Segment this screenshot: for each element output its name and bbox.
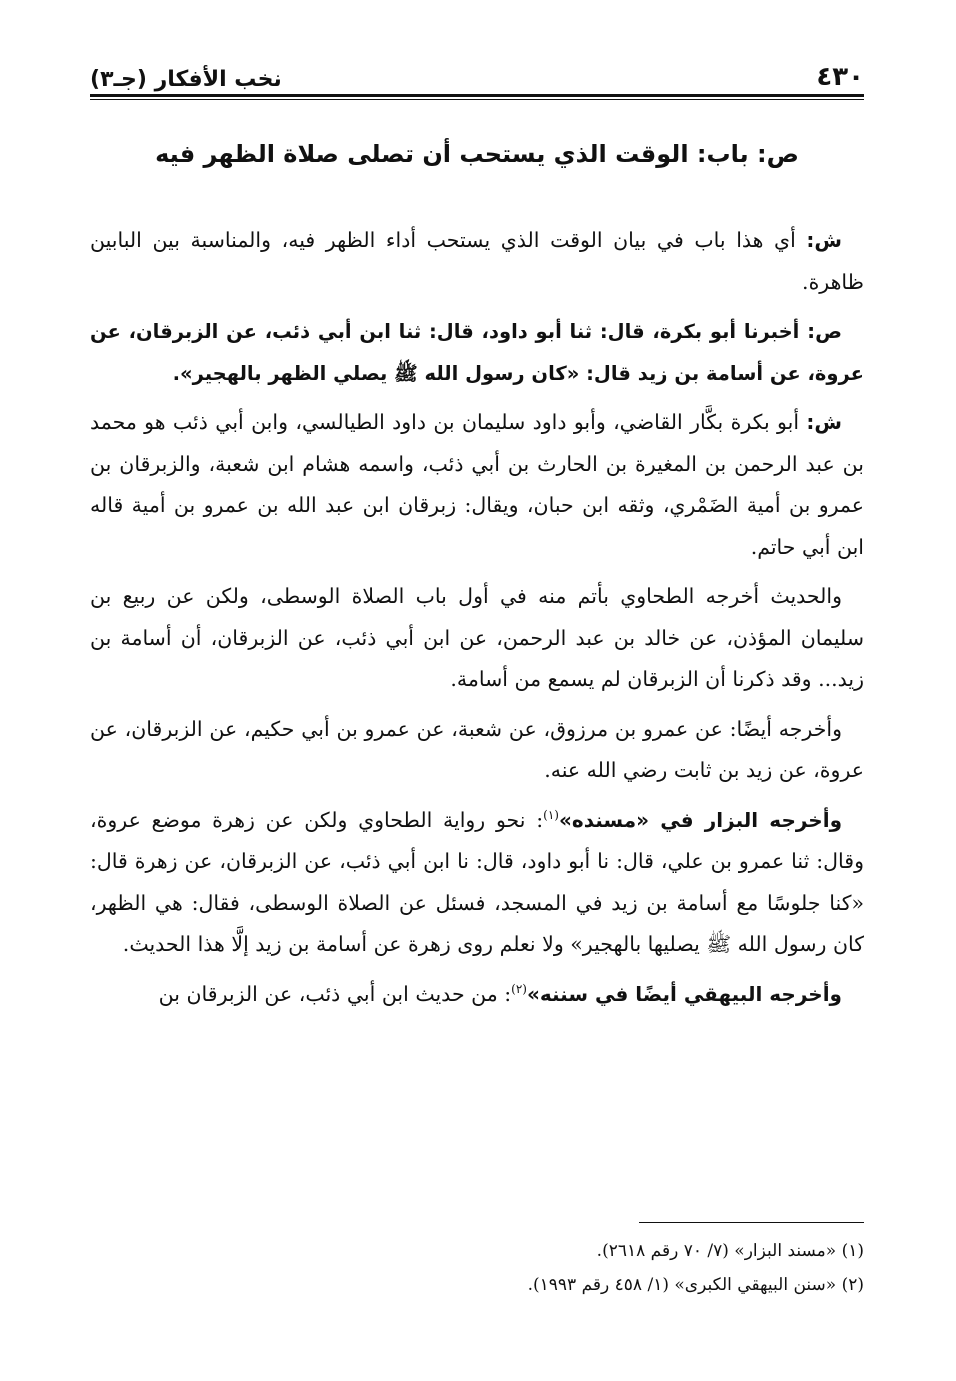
paragraph-text: وأخرجه أيضًا: عن عمرو بن مرزوق، عن شعبة، عن عمرو بن أبي حكيم، عن الزبرقان، عن عروة، عن زيد بن ثابت رضي الله عنه. [90, 716, 864, 782]
header-rule-thin [90, 99, 864, 100]
paragraph-text: أي هذا باب في بيان الوقت الذي يستحب أداء الظهر فيه، والمناسبة بين البابين ظاهرة. [90, 228, 864, 294]
paragraph-text: : نحو رواية الطحاوي ولكن عن زهرة موضع عروة، وقال: ثنا عمرو بن علي، قال: نا أبو داود، قال: نا ابن أبي ذئب، عن الزبرقان، عن زهرة قال: «كنا جلوسًا مع أسامة بن زيد في المسجد، فسئل عن الصلاة الوسطى، فقال: هي الظهر، كان رسول الله ﷺ يصليها بالهجير» ولا نعلم روى زهرة عن أسامة بن زيد إلَّا هذا الحديث. [90, 807, 864, 956]
paragraph-3 [90, 402, 864, 568]
paragraph-lead: ص: [807, 319, 842, 343]
paragraph-lead: وأخرجه البيهقي أيضًا في سننه» [526, 981, 842, 1006]
footnotes [90, 1234, 864, 1302]
body-text [90, 220, 864, 1023]
page-number: ٤٣٠ [816, 62, 864, 92]
footnote-ref-1[interactable]: (١) [543, 807, 559, 822]
paragraph-4 [90, 576, 864, 701]
paragraph-text: والحديث أخرجه الطحاوي بأتم منه في أول باب الصلاة الوسطى، ولكن عن ربيع بن سليمان المؤذن، عن خالد بن عبد الرحمن، عن ابن أبي ذئب، عن الزبرقان، أن أسامة بن زيد... وقد ذكرنا أن الزبرقان لم يسمع من أسامة. [90, 584, 864, 691]
footnote-1: (١) «مسند البزار» (٧/ ٧٠ رقم ٢٦١٨). [596, 1241, 864, 1261]
paragraph-1 [90, 220, 864, 303]
paragraph-lead: وأخرجه البزار في «مسنده» [558, 807, 842, 832]
running-title: نخب الأفكار (جـ٣) [90, 67, 282, 92]
paragraph-text: : من حديث ابن أبي ذئب، عن الزبرقان بن [158, 981, 512, 1006]
footnote-2: (٢) «سنن البيهقي الكبرى» (١/ ٤٥٨ رقم ١٩٩٣). [527, 1275, 864, 1295]
footnote-ref-2[interactable]: (٢) [511, 981, 527, 996]
chapter-title: ص: باب: الوقت الذي يستحب أن تصلى صلاة الظهر فيه [155, 140, 799, 168]
paragraph-lead: ش: [806, 228, 842, 252]
paragraph-text: أخبرنا أبو بكرة، قال: ثنا أبو داود، قال: ثنا ابن أبي ذئب، عن الزبرقان، عن عروة، عن أسامة بن زيد قال: «كان رسول الله ﷺ يصلي الظهر بالهجير». [90, 320, 864, 385]
footnote-separator [639, 1222, 864, 1223]
paragraph-7 [90, 974, 864, 1016]
paragraph-lead: ش: [806, 410, 842, 434]
paragraph-6 [90, 800, 864, 966]
paragraph-5 [90, 709, 864, 792]
header-rule-thick [90, 94, 864, 97]
paragraph-text: أبو بكرة بكَّار القاضي، وأبو داود سليمان بن داود الطيالسي، وابن أبي ذئب هو محمد بن عبد الرحمن بن المغيرة بن الحارث بن أبي ذئب، واسمه هشام ابن شعبة، والزبرقان بن عمرو بن أمية الضَمْري، وثقه ابن حبان، ويقال: زبرقان ابن عبد الله بن عمرو بن أمية قاله ابن أبي حاتم. [90, 410, 864, 559]
page-header [90, 52, 864, 92]
paragraph-2 [90, 311, 864, 394]
